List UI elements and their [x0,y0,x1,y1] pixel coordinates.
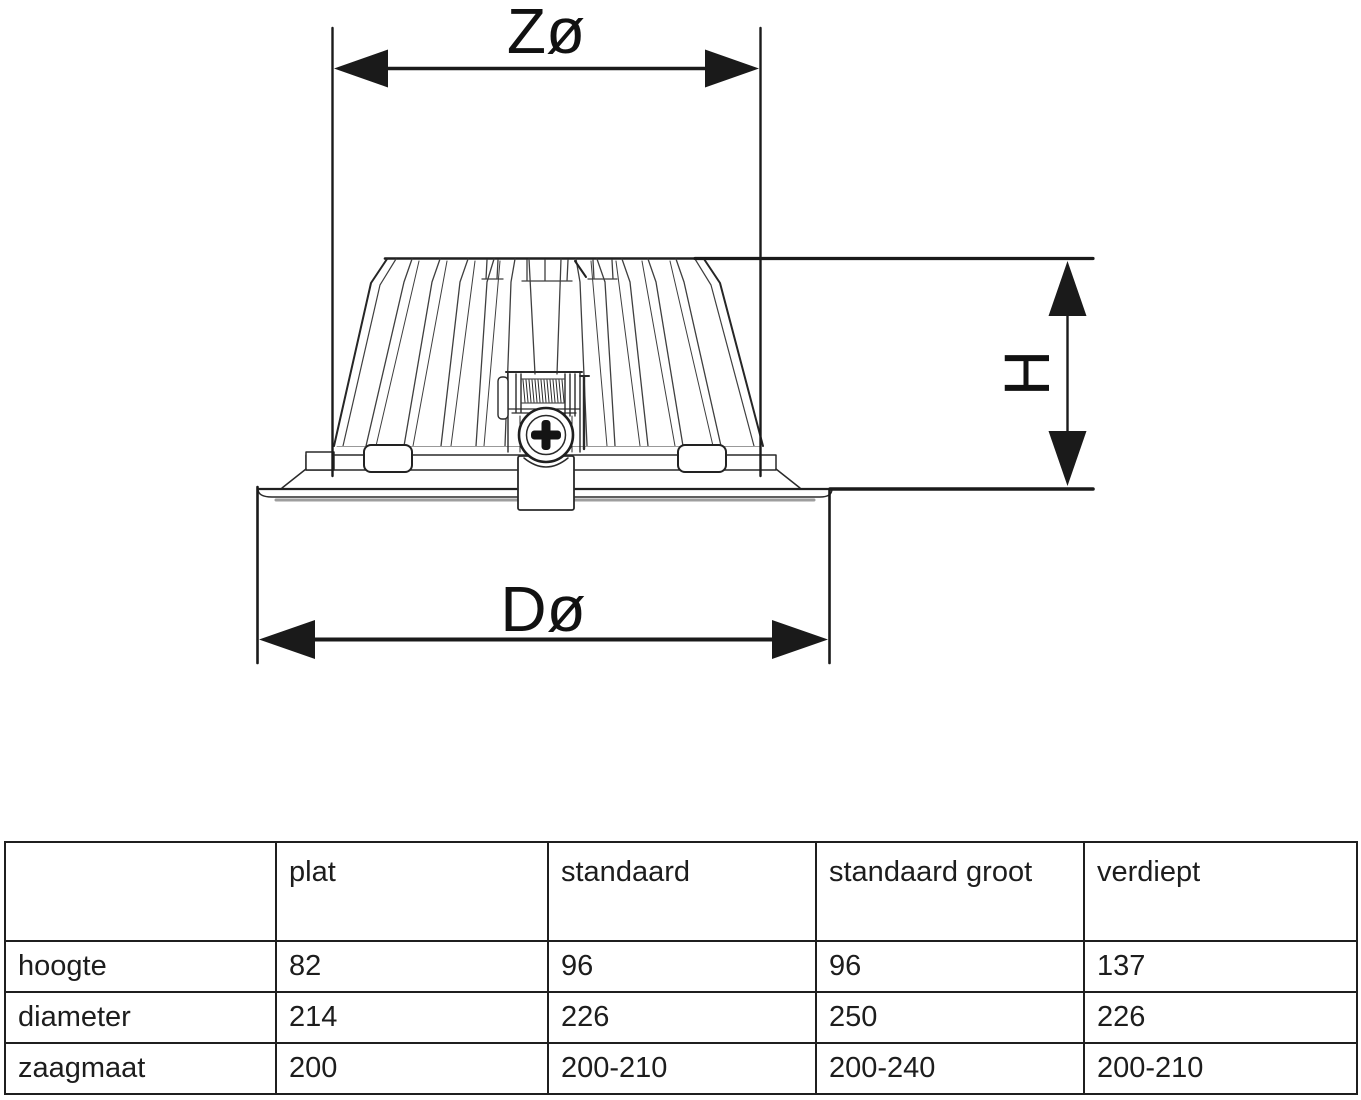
h-label: H [991,349,1063,397]
table-row-diameter [5,992,1357,1043]
value-cell: 82 [276,941,548,992]
side-clip-right [678,445,726,472]
value-cell: 200-240 [816,1043,1084,1094]
value-cell: 200-210 [1084,1043,1357,1094]
table-row-hoogte [5,941,1357,992]
value-cell: 96 [548,941,816,992]
column-header-empty [5,842,276,941]
column-header: plat [276,842,548,941]
arrowhead-up-icon [1049,261,1087,316]
column-header: standaard [548,842,816,941]
value-cell: 214 [276,992,548,1043]
dimensions-table [4,841,1358,1095]
do-label: Dø [500,573,586,645]
column-header: standaard groot [816,842,1084,941]
row-label: zaagmaat [5,1043,276,1094]
adjustment-screw [519,408,573,462]
value-cell: 137 [1084,941,1357,992]
arrowhead-right-icon [705,50,759,88]
arrowhead-right-icon [772,620,828,659]
value-cell: 250 [816,992,1084,1043]
value-cell: 200 [276,1043,548,1094]
zo-label: Zø [506,0,586,67]
arrowhead-down-icon [1049,431,1087,486]
row-label: diameter [5,992,276,1043]
value-cell: 200-210 [548,1043,816,1094]
column-header: verdiept [1084,842,1357,941]
dimension-bottom-diameter [258,487,830,663]
arrowhead-left-icon [259,620,315,659]
value-cell: 226 [548,992,816,1043]
row-label: hoogte [5,941,276,992]
header-row [5,842,1357,941]
arrowhead-left-icon [334,50,388,88]
table-row-zaagmaat [5,1043,1357,1094]
side-clip-left [364,445,412,472]
value-cell: 96 [816,941,1084,992]
dimension-top-diameter [333,0,761,476]
coil-spring [523,380,564,402]
value-cell: 226 [1084,992,1357,1043]
